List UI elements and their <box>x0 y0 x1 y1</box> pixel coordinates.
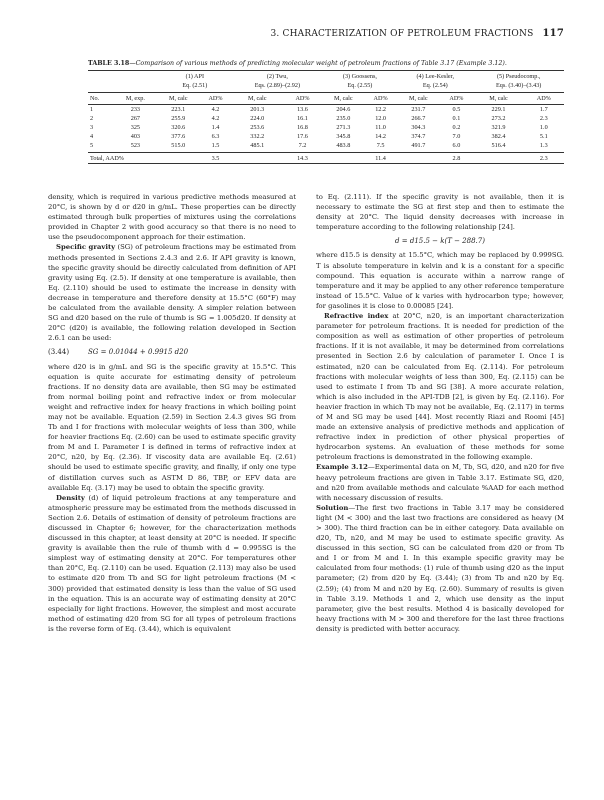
table-cell: 4 <box>90 133 94 140</box>
table-column-header: M, calc <box>323 93 364 105</box>
table-label: TABLE 3.18 <box>88 60 130 67</box>
specific-gravity-text: (SG) of petroleum fractions may be estimated from methods presented in Sections 2.4.3 and 2.6. If API gravity is known, the specific gravity should be directly calculated from definition of API gravity using Eq. (2.5). If density at one temperature is available, then Eq. (2.110) should be used to estimate the increase in density with decrease in temperature and therefore density at 15.5°C (60°F) may be calculated from the available density. A simpler relation between SG and d20 based on the rule of thumb is SG = 1.005d20. If density at 20°C (d20) is available, the following relation developed in Section 2.6.1 can be used: <box>48 243 296 343</box>
table-cell: 223.1 <box>171 106 186 113</box>
table-group-equation: Eq. (2.55) <box>347 82 373 89</box>
table-cell: 485.1 <box>250 142 265 149</box>
table-cell: 325 <box>130 124 141 131</box>
table-total-spacer <box>473 153 523 164</box>
table-column-header: AD% <box>364 93 397 105</box>
table-cell: 491.7 <box>411 142 426 149</box>
table-equation-spacer <box>88 81 158 93</box>
table-total-value: 11.4 <box>364 153 397 164</box>
table-total-spacer <box>158 153 199 164</box>
refractive-index-paragraph <box>316 311 564 462</box>
table-group-header: (1) API <box>185 73 205 80</box>
table-cell: 3 <box>90 124 94 131</box>
table-cell: 13.6 <box>297 106 308 113</box>
table-cell: 266.7 <box>411 115 426 122</box>
density-temperature-equation-body: d = d15.5 − k(T − 288.7) <box>395 237 485 246</box>
table-group-header-row <box>88 71 564 81</box>
table-cell: 1.4 <box>211 124 220 131</box>
table-cell: 6.3 <box>211 133 220 140</box>
table-total-value: 3.5 <box>199 153 232 164</box>
table-row <box>88 132 564 141</box>
table-cell: 2 <box>90 115 94 122</box>
table-cell: 271.3 <box>336 124 351 131</box>
table-cell: 332.2 <box>250 133 265 140</box>
density-heading: Density <box>56 493 85 502</box>
table-equation-row <box>88 81 564 93</box>
table-cell: 483.8 <box>336 142 351 149</box>
specific-gravity-paragraph <box>48 242 296 343</box>
table-column-header: AD% <box>439 93 473 105</box>
table-cell: 6.0 <box>452 142 461 149</box>
table-total-label: Total, AAD% <box>88 153 158 164</box>
table-cell: 233 <box>130 106 141 113</box>
table-cell: 1.0 <box>539 124 548 131</box>
table-cell: 267 <box>130 115 141 122</box>
equation-3-44-number: (3.44) <box>48 348 70 357</box>
right-column <box>316 192 564 634</box>
table-cell: 345.8 <box>336 133 351 140</box>
table-cell: 4.2 <box>211 106 220 113</box>
table-total-row <box>88 153 564 164</box>
table-cell: 523 <box>130 142 141 149</box>
table-column-header: No. <box>88 93 113 105</box>
table-cell: 4.2 <box>211 115 220 122</box>
refractive-index-text: at 20°C, n20, is an important characterization parameter for petroleum fractions. It is needed for prediction of the composition as well as estimation of other properties of petroleum fractions. If it is not available, it may be determined from correlations presented in Section 2.6 by calculation of parameter I. Once I is estimated, n20 can be calculated from Eq. (2.114). For petroleum fractions with molecular weights of less than 300, Eq. (2.115) can be used to estimate I from Tb and SG [38]. A more accurate relation, which is also included in the API-TDB [2], is given by Eq. (2.116). For heavier fraction in which Tb may not be available, Eq. (2.117) in terms of M and SG may be used [44]. Most recently Riazi and Roomi [45] made an extensive analysis of predictive methods and application of refractive index in prediction of other physical properties of hydrocarbon systems. An evaluation of these methods for some petroleum fractions is demonstrated in the following example. <box>316 312 564 462</box>
example-3-12-paragraph <box>316 462 564 502</box>
example-heading: Example 3.12 <box>316 463 368 472</box>
table-cell: 12.0 <box>375 115 387 122</box>
table-row <box>88 105 564 115</box>
table-cell: 253.6 <box>250 124 265 131</box>
table-cell: 320.6 <box>171 124 186 131</box>
table-cell: 12.2 <box>375 106 387 113</box>
table-group-header: (5) Pseudocomp., <box>496 73 541 80</box>
table-cell: 7.5 <box>376 142 385 149</box>
table-cell: 2.3 <box>539 115 548 122</box>
table-bottom-rule <box>88 163 564 164</box>
table-cell: 16.8 <box>297 124 308 131</box>
table-cell: 516.4 <box>491 142 506 149</box>
table-column-header: AD% <box>524 93 564 105</box>
table-cell: 201.3 <box>250 106 265 113</box>
table-group-equation: Eq. (2.51) <box>182 82 208 89</box>
table-cell: 16.1 <box>297 115 308 122</box>
table-group-equation: Eqs. (3.40)–(3.43) <box>496 82 542 89</box>
table-cell: 0.1 <box>452 115 461 122</box>
table-cell: 515.0 <box>171 142 186 149</box>
table-caption-text: —Comparison of various methods of predicting molecular weight of petroleum fractions of Table 3.17 (Example 3.12). <box>129 60 507 67</box>
equation-3-44-body: SG = 0.01044 + 0.9915 d20 <box>88 348 189 357</box>
table-column-header: AD% <box>199 93 232 105</box>
table-cell: 1 <box>90 106 94 113</box>
refractive-index-heading: Refractive index <box>324 312 389 321</box>
table-cell: 5 <box>90 142 94 149</box>
running-head-title: 3. CHARACTERIZATION OF PETROLEUM FRACTIONS <box>270 29 534 39</box>
table-group-header: (3) Goossens, <box>342 73 377 80</box>
table-total-spacer <box>323 153 364 164</box>
running-head <box>40 28 564 44</box>
table-column-header: AD% <box>282 93 322 105</box>
specific-gravity-heading: Specific gravity <box>56 243 116 252</box>
table-total-value: 2.3 <box>524 153 564 164</box>
table-cell: 7.2 <box>298 142 307 149</box>
table-cell: 235.0 <box>336 115 351 122</box>
table-group-header: (4) Lee-Kesler, <box>416 73 455 80</box>
table-column-header-row <box>88 93 564 105</box>
table-cell: 11.0 <box>375 124 386 131</box>
density-paragraph <box>48 493 296 634</box>
table-cell: 224.0 <box>250 115 265 122</box>
table-total-value: 2.8 <box>439 153 473 164</box>
table-cell: 1.7 <box>539 106 548 113</box>
density-text: (d) of liquid petroleum fractions at any temperature and atmospheric pressure may be estimated from the methods discussed in Section 2.6. Details of estimation of density of petroleum fractions are discussed in Chapter 6; however, for the characterization methods discussed in this chapter, at least density at 20°C is needed. If specific gravity is available then the rule of thumb with d = 0.995SG is the simplest way of estimating density at 20°C. For temperatures other than 20°C, Eq. (2.110) can be used. Equation (2.113) may also be used to estimate d20 from Tb and SG for light petroleum fractions (M < 300) provided that estimated density is less than the value of SG used in the equation. This is an accurate way of estimating density at 20°C especially for light fractions. However, the simplest and most accurate method of estimating d20 from SG for all types of petroleum fractions is the reverse form of Eq. (3.44), which is equivalent <box>48 493 296 633</box>
solution-heading: Solution <box>316 503 349 512</box>
table-cell: 374.7 <box>411 133 426 140</box>
table-cell: 1.3 <box>539 142 548 149</box>
table-column-header: M, exp. <box>113 93 157 105</box>
table-total-value: 14.3 <box>282 153 322 164</box>
table-row <box>88 123 564 132</box>
right-paragraph-1: to Eq. (2.111). If the specific gravity is not available, then it is necessary to estimate the SG at first step and then to estimate the density at 20°C. The liquid density decreases with increase in temperature according to the following relationship [24]. <box>316 193 564 232</box>
table-total-spacer <box>397 153 439 164</box>
table-total-spacer <box>232 153 282 164</box>
data-table <box>88 71 564 163</box>
table-cell: 229.1 <box>491 106 506 113</box>
table-caption <box>88 60 564 67</box>
table-column-header: M, calc <box>158 93 199 105</box>
solution-paragraph <box>316 503 564 634</box>
table-cell: 273.2 <box>491 115 506 122</box>
table-row <box>88 141 564 153</box>
table-column-header: M, calc <box>473 93 523 105</box>
table-cell: 204.6 <box>336 106 351 113</box>
table-cell: 321.9 <box>491 124 506 131</box>
table-cell: 5.1 <box>539 133 548 140</box>
table-group-equation: Eqs. (2.89)–(2.92) <box>254 82 301 89</box>
table-cell: 231.7 <box>411 106 426 113</box>
left-paragraph-1: density, which is required in various predictive methods measured at 20°C, is shown by d or d20 in g/mL. These properties can be directly estimated through bulk properties of mixtures using the correlations provided in Chapter 2 with good accuracy so that there is no need to use the pseudocomponent approach for their estimation. <box>48 193 296 242</box>
table-cell: 7.0 <box>452 133 461 140</box>
table-cell: 17.6 <box>297 133 308 140</box>
table-cell: 403 <box>130 133 141 140</box>
table-column-header: M, calc <box>397 93 439 105</box>
table-cell: 0.2 <box>452 124 461 131</box>
page-number: 117 <box>542 28 564 39</box>
table-cell: 377.6 <box>171 133 186 140</box>
solution-text: —The first two fractions in Table 3.17 may be considered light (M < 300) and the last two fractions are considered as heavy (M > 300). The third fraction can be in either category. Data available on d20, Tb, n20, and M may be used to estimate specific gravity. As discussed in this section, SG can be calculated from d20 or from Tb and I or from M and I. In this example specific gravity may be calculated from four methods: (1) rule of thumb using d20 as the input parameter; (2) from d20 by Eq. (3.44); (3) from Tb and n20 by Eq. (2.59); (4) from M and n20 by Eq. (2.60). Summary of results is given in Table 3.19. Methods 1 and 2, which use density as the input parameter, give the best results. Method 4 is basically developed for heavy fractions with M > 300 and therefore for the last three fractions density is predicted with better accuracy. <box>316 503 564 633</box>
right-paragraph-2: where d15.5 is density at 15.5°C, which may be replaced by 0.999SG. T is absolute temperature in kelvin and k is a constant for a specific compound. This equation is accurate within a narrow range of temperature and it may be applied to any other reference temperature instead of 15.5°C. Value of k varies with hydrocarbon type; however, for gasolines it is close to 0.00085 [24]. <box>316 251 564 310</box>
density-temperature-equation <box>316 236 564 246</box>
table-row <box>88 114 564 123</box>
example-text: —Experimental data on M, Tb, SG, d20, and n20 for five heavy petroleum fractions are given in Table 3.17. Estimate SG, d20, and n20 from available methods and calculate %AAD for each method with necessary discussion of results. <box>316 463 564 502</box>
table-cell: 382.4 <box>491 133 506 140</box>
table-cell: 304.3 <box>411 124 426 131</box>
left-paragraph-3: where d20 is in g/mL and SG is the specific gravity at 15.5°C. This equation is quite accurate for estimating density of petroleum fractions. If no density data are available, then SG may be estimated from normal boiling point and refractive index or from molecular weight and refractive index for heavy fractions in which boiling point may not be available. Equation (2.59) in Section 2.4.3 gives SG from Tb and I for fractions with molecular weights of less than 300, while for heavier fractions Eq. (2.60) can be used to estimate specific gravity from M and I. Parameter I is defined in terms of refractive index at 20°C, n20, by Eq. (2.36). If viscosity data are available Eq. (2.61) should be used to estimate specific gravity, and finally, if only one type of distillation curves such as ASTM D 86, TBP, or EFV data are available Eq. (3.17) may be used to obtain the specific gravity. <box>48 362 296 492</box>
table-cell: 255.9 <box>171 115 186 122</box>
table-3-18 <box>88 60 564 164</box>
left-column <box>48 192 296 634</box>
table-group-equation: Eq. (2.54) <box>422 82 448 89</box>
table-cell: 1.5 <box>211 142 220 149</box>
table-column-header: M, calc <box>232 93 282 105</box>
table-cell: 14.2 <box>375 133 387 140</box>
equation-3-44 <box>48 347 296 357</box>
table-group-spacer <box>88 71 158 81</box>
table-body <box>88 105 564 164</box>
table-cell: 0.5 <box>452 106 461 113</box>
table-group-header: (2) Twu, <box>266 73 288 80</box>
